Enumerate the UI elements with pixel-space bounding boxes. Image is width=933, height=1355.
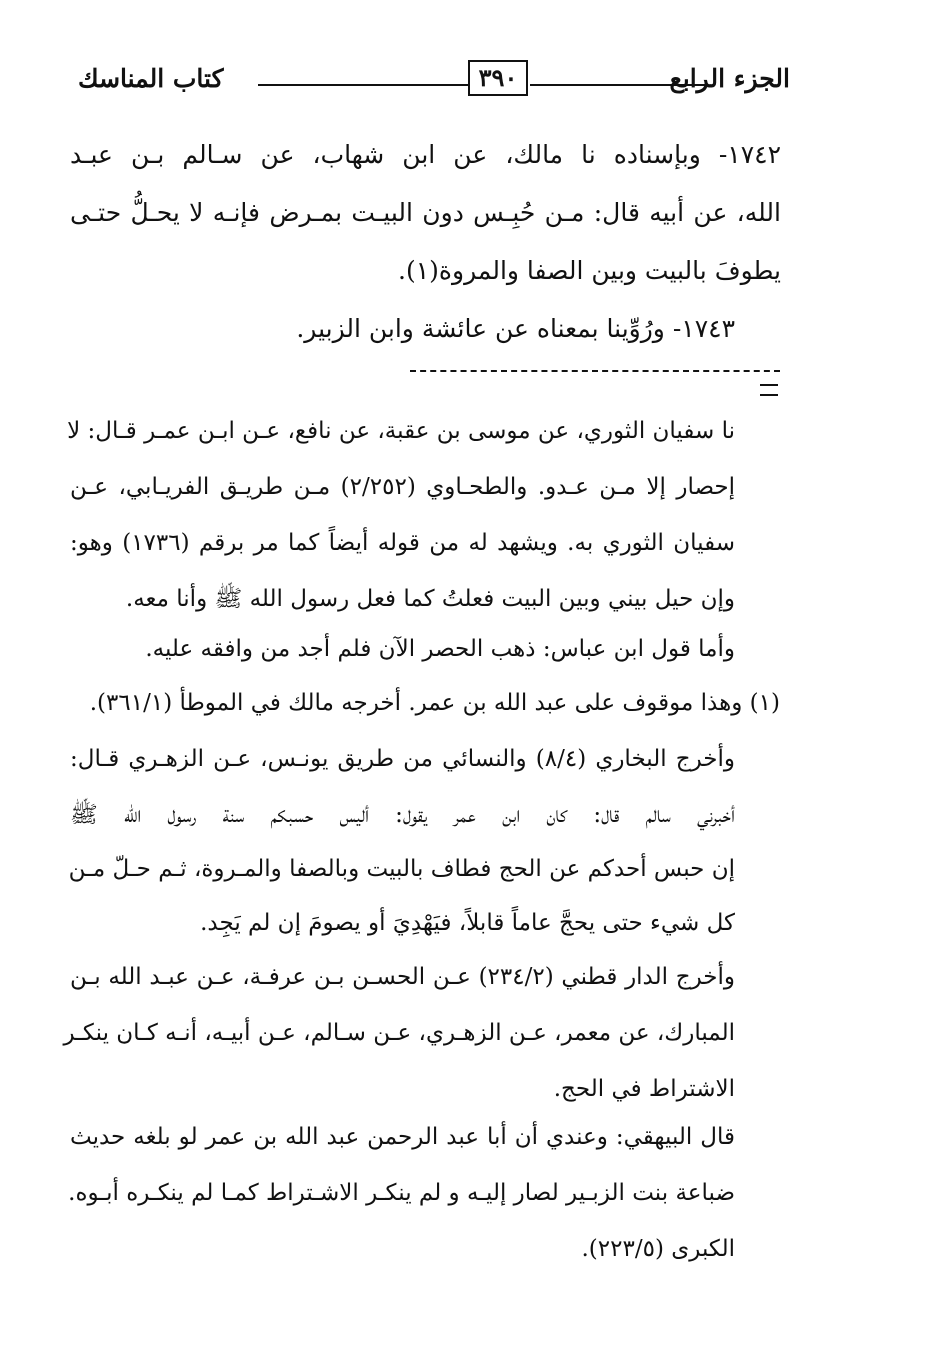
footnote-line: وأخرج البخاري (٨/٤) والنسائي من طريق يونـس، عـن الزهـري قـال: bbox=[70, 746, 736, 772]
footnote-line: الاشتراط في الحج. bbox=[553, 1076, 735, 1102]
hadith-line: ١٧٤٢- وبإسناده نا مالك، عن ابن شهاب، عن سـالم بـن عبـد bbox=[70, 140, 781, 169]
header-rule-left bbox=[258, 84, 468, 86]
volume-title: الجزء الرابع bbox=[669, 64, 790, 93]
book-title: كتاب المناسك bbox=[78, 64, 224, 93]
footnote-line: وإن حيل بيني وبين البيت فعلتُ كما فعل رسول الله ﷺ وأنا معه. bbox=[125, 586, 735, 612]
footnote-line: أخبرني سالم قال: كان ابن عمر يقول: أليس حسبكم سنة رسول الله ﷺ bbox=[70, 802, 735, 828]
footnote-line: ضباعة بنت الزبـير لصار إليـه و لم ينكـر الاشـتراط كمـا لم ينكـره أبـوه. bbox=[68, 1180, 735, 1206]
running-header bbox=[70, 60, 790, 100]
footnote-line: سفيان الثوري به. ويشهد له من قوله أيضاً كما مر برقم (١٧٣٦) وهو: bbox=[70, 530, 735, 556]
page-number: ٣٩٠ bbox=[468, 60, 528, 96]
header-rule-right bbox=[530, 84, 705, 86]
footnote-line: قال البيهقي: وعندي أن أبا عبد الرحمن عبد الله بن عمر لو بلغه حديث bbox=[70, 1124, 735, 1150]
hadith-line: يطوفَ بالبيت وبين الصفا والمروة(١). bbox=[398, 256, 781, 285]
footnote-line: كل شيء حتى يحجَّ عاماً قابلاً، فيَهْدِيَ أو يصومَ إن لم يَجِد. bbox=[200, 910, 735, 936]
footnote-line: (١) وهذا موقوف على عبد الله بن عمر. أخرجه مالك في الموطأ (٣٦١/١). bbox=[89, 690, 780, 716]
footnote-line: إحصار إلا مـن عـدو. والطحـاوي (٢/٢٥٢) مـن طريـق الفريـابي، عـن bbox=[70, 474, 736, 500]
footnote-line: المبارك، عن معمر، عـن الزهـري، عـن سـالم، عـن أبيـه، أنـه كـان ينكـر bbox=[63, 1020, 735, 1046]
footnote-line: وأما قول ابن عباس: ذهب الحصر الآن فلم أجد من وافقه عليه. bbox=[145, 636, 735, 662]
footnote-divider bbox=[410, 370, 780, 372]
hadith-line: ١٧٤٣- ورُوِّينا بمعناه عن عائشة وابن الزبير. bbox=[296, 314, 735, 343]
continuation-mark bbox=[760, 384, 778, 396]
footnote-line: نا سفيان الثوري، عن موسى بن عقبة، عن نافع، عـن ابـن عمـر قـال: لا bbox=[67, 418, 735, 444]
footnote-line: وأخرج الدار قطني (٢٣٤/٢) عـن الحسـن بـن عرفـة، عـن عبـد الله بـن bbox=[70, 964, 735, 990]
footnote-line: إن حبس أحدكم عن الحج فطاف بالبيت وبالصفا والمـروة، ثـم حـلّ مـن bbox=[68, 856, 735, 882]
hadith-line: الله، عن أبيه قال: مـن حُبِـس دون البيـت بمـرض فإنـه لا يحـلُّ حتـى bbox=[70, 198, 781, 227]
footnote-line: الكبرى (٢٢٣/٥). bbox=[581, 1236, 735, 1262]
